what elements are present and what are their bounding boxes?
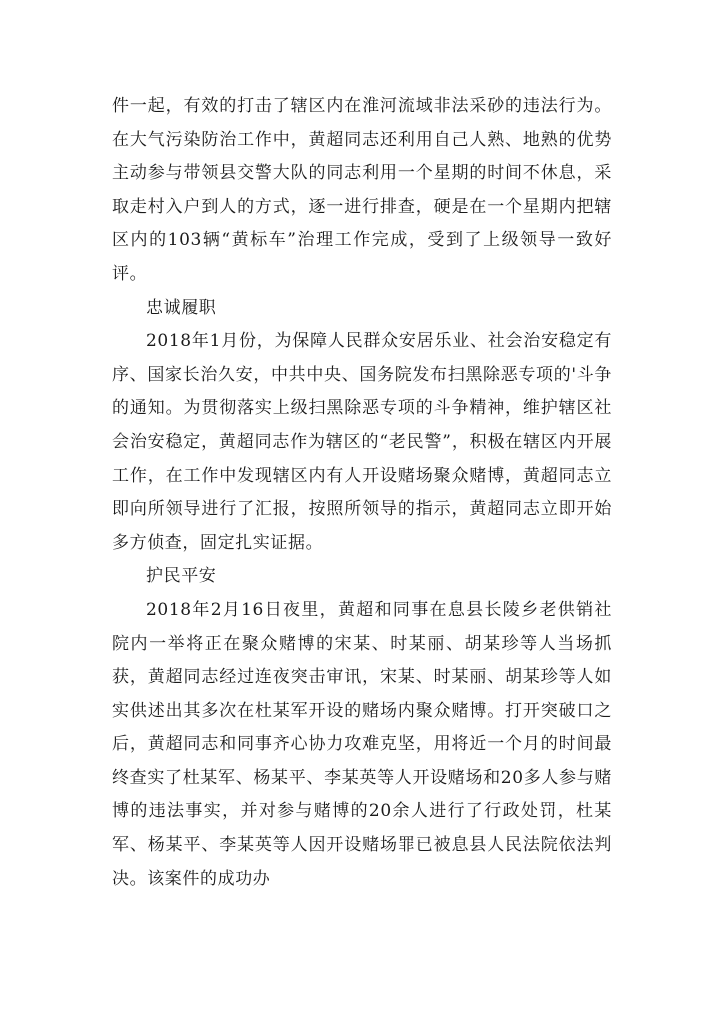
paragraph-protect-people: 2018年2月16日夜里，黄超和同事在息县长陵乡老供销社院内一举将正在聚众赌博的宋某、时某丽、胡某珍等人当场抓获，黄超同志经过连夜突击审讯，宋某、时某丽、胡某珍等人如实供述出其多次在杜某军开设的赌场内聚众赌博。打开突破口之后，黄超同志和同事齐心协力攻难克坚，用将近一个月的时间最终查实了杜某军、杨某平、李某英等人开设赌场和20多人参与赌博的违法事实，并对参与赌博的20余人进行了行政处罚，杜某军、杨某平、李某英等人因开设赌场罪已被息县人民法院依法判决。该案件的成功办	[112, 599, 612, 889]
section-heading-protect-people: 护民平安	[146, 566, 217, 587]
paragraph-continuation: 件一起，有效的打击了辖区内在淮河流域非法采砂的违法行为。在大气污染防治工作中，黄超同志还利用自己人熟、地熟的优势主动参与带领县交警大队的同志利用一个星期的时间不休息，采取走村入户到人的方式，逐一进行排查，硬是在一个星期内把辖区内的103辆“黄标车”治理工作完成，受到了上级领导一致好评。	[112, 96, 612, 284]
section-heading-loyal-duty: 忠诚履职	[146, 297, 217, 318]
paragraph-loyal-duty: 2018年1月份，为保障人民群众安居乐业、社会治安稳定有序、国家长治久安，中共中央、国务院发布扫黑除恶专项的'斗争的通知。为贯彻落实上级扫黑除恶专项的斗争精神，维护辖区社会治安稳定，黄超同志作为辖区的“老民警”，积极在辖区内开展工作，在工作中发现辖区内有人开设赌场聚众赌博，黄超同志立即向所领导进行了汇报，按照所领导的指示，黄超同志立即开始多方侦查，固定扎实证据。	[112, 331, 612, 553]
document-body	[112, 90, 612, 896]
